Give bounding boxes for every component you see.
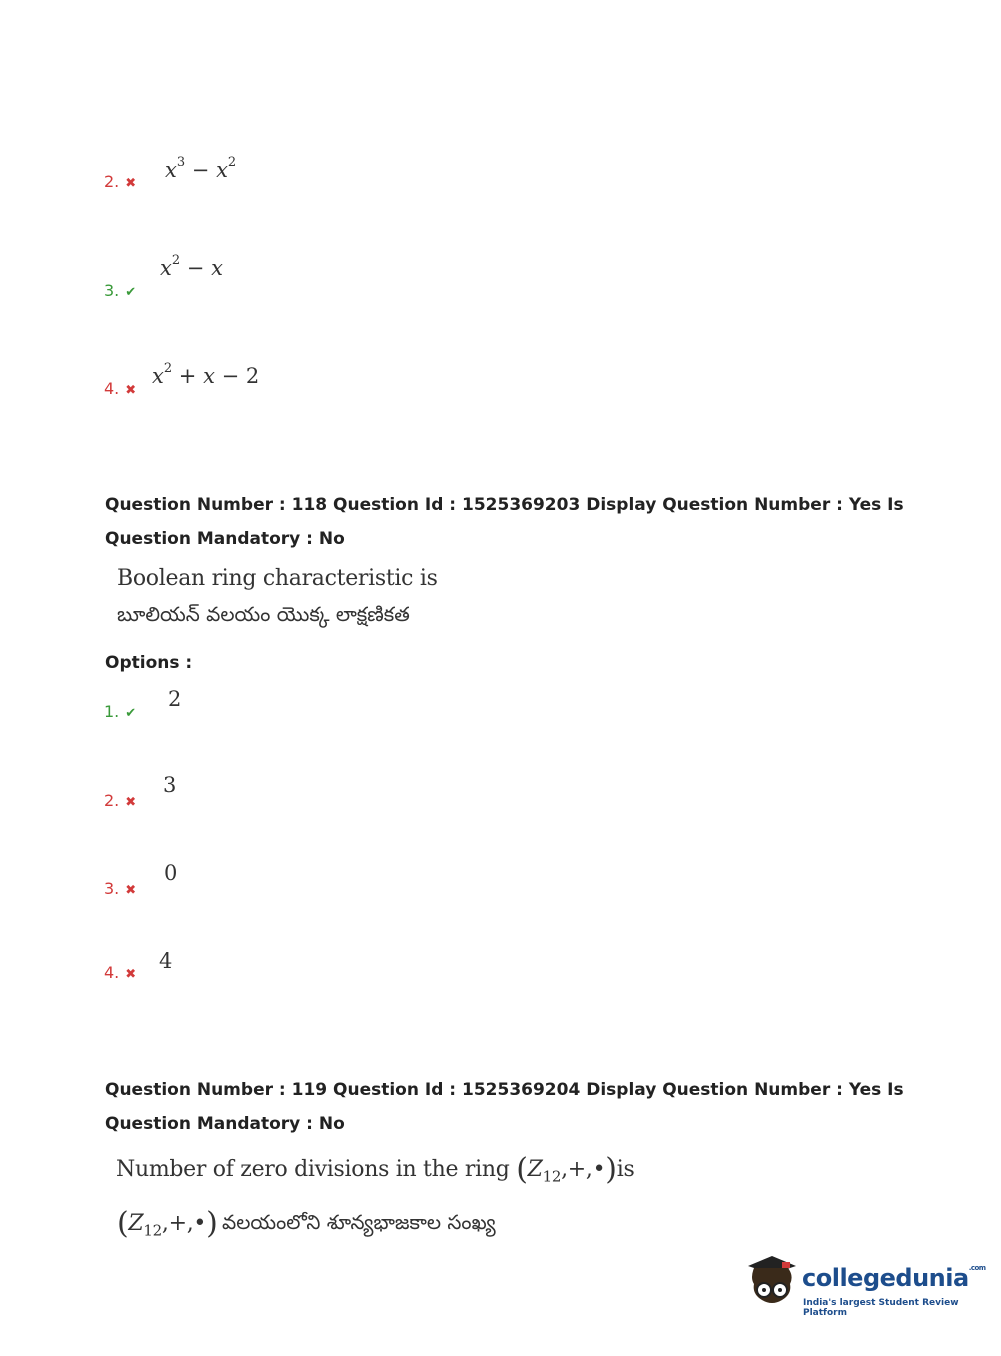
option-number: 2. xyxy=(104,172,120,191)
prev-option-3-expression: $x^2 - x$ xyxy=(160,253,223,280)
wrong-icon: ✖ xyxy=(125,383,137,398)
wrong-icon: ✖ xyxy=(125,176,137,191)
prev-option-3 xyxy=(104,281,136,300)
logo-name: collegedunia$^{.com}$ xyxy=(802,1264,986,1292)
option-number: 4. xyxy=(104,963,120,982)
q118-option-2 xyxy=(104,791,136,810)
q118-option-3-value: 0 xyxy=(164,861,178,885)
q119-text-english: Number of zero divisions in the ring $(Z_{12},+,•)is$ xyxy=(116,1152,635,1187)
option-number: 4. xyxy=(104,379,120,398)
check-icon: ✔ xyxy=(125,706,137,721)
prev-option-2 xyxy=(104,172,136,191)
q119-header: Question Number : 119 Question Id : 1525369204 Display Question Number : Yes Is Question Mandatory : No xyxy=(105,1080,904,1134)
q118-option-4 xyxy=(104,963,136,982)
prev-option-4 xyxy=(104,379,136,398)
ring-symbol: Z xyxy=(128,1211,144,1236)
q119-text-after: is xyxy=(616,1157,635,1182)
ring-ops: ,+,• xyxy=(561,1157,606,1182)
wrong-icon: ✖ xyxy=(125,883,137,898)
q118-text-telugu: బూలియన్ వలయం యొక్క లాక్షణికత xyxy=(117,602,410,626)
check-icon: ✔ xyxy=(125,285,137,300)
q118-option-2-value: 3 xyxy=(163,773,177,797)
q119-text-before: Number of zero divisions in the ring xyxy=(116,1157,510,1182)
wrong-icon: ✖ xyxy=(125,795,137,810)
q119-ring-notation: $(Z_{12},+,•)$ xyxy=(117,1206,218,1241)
option-number: 2. xyxy=(104,791,120,810)
q118-option-1 xyxy=(104,702,136,721)
logo-suffix: .com xyxy=(968,1264,986,1272)
ring-symbol: Z xyxy=(527,1157,543,1182)
q118-header: Question Number : 118 Question Id : 1525369203 Display Question Number : Yes Is Question Mandatory : No xyxy=(105,495,904,549)
q118-text-english: Boolean ring characteristic is xyxy=(117,566,438,591)
q119-text-telugu: వలయంలోని శూన్యభాజకాల సంఖ్య xyxy=(222,1210,496,1234)
option-number: 3. xyxy=(104,879,120,898)
ring-ops: ,+,• xyxy=(161,1211,207,1236)
logo-tagline: India's largest Student Review Platform xyxy=(803,1298,959,1318)
wrong-icon: ✖ xyxy=(125,967,137,982)
ring-subscript: 12 xyxy=(542,1167,562,1186)
ring-subscript: 12 xyxy=(143,1221,162,1240)
prev-option-2-expression: $x^3 - x^2$ xyxy=(165,155,237,182)
prev-option-4-expression: $x^2 + x - 2$ xyxy=(152,361,260,388)
q118-options-label: Options : xyxy=(105,653,193,673)
option-number: 3. xyxy=(104,281,120,300)
collegedunia-mascot-icon xyxy=(742,1250,802,1312)
q118-option-1-value: 2 xyxy=(168,687,182,711)
q118-option-4-value: 4 xyxy=(159,949,173,973)
q118-option-3 xyxy=(104,879,136,898)
option-number: 1. xyxy=(104,702,120,721)
